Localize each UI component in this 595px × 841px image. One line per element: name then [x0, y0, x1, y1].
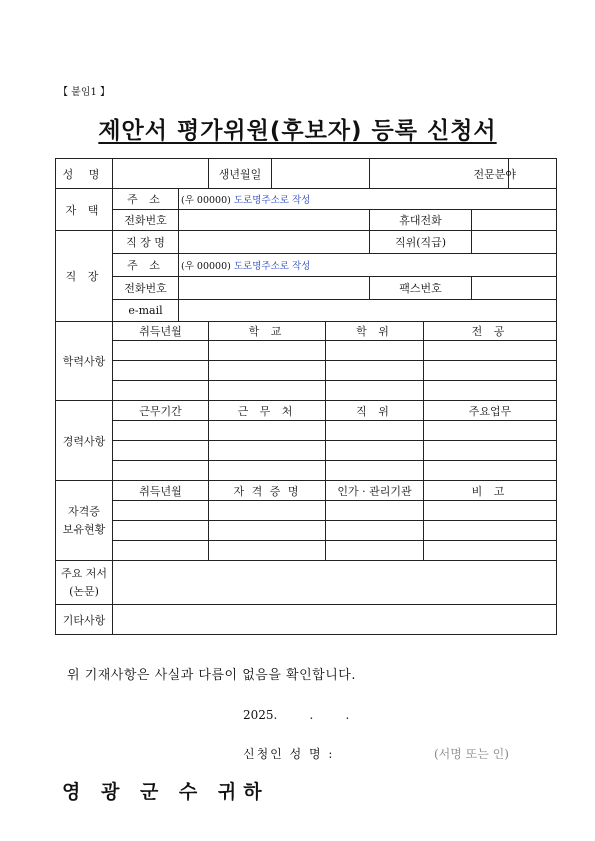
- certificate-cell[interactable]: [326, 521, 424, 541]
- name-label: 성 명: [56, 159, 113, 189]
- education-row: [56, 381, 557, 401]
- home-address-label: 주 소: [113, 189, 179, 210]
- certificate-cell[interactable]: [113, 521, 209, 541]
- work-phone-label: 전화번호: [113, 277, 179, 300]
- home-address-hint: 도로명주소로 작성: [233, 195, 311, 206]
- career-header-period: 근무기간: [113, 401, 209, 421]
- work-zip: (우 00000): [181, 261, 231, 272]
- certificate-header-date: 취득년월: [113, 481, 209, 501]
- education-cell[interactable]: [209, 341, 326, 361]
- home-zip: (우 00000): [181, 195, 231, 206]
- attachment-label: 【 붙임1 】: [58, 87, 111, 98]
- publications-label-line1: 주요 저서: [60, 566, 107, 580]
- education-header-date: 취득년월: [113, 322, 209, 341]
- certificate-row: [56, 501, 557, 521]
- career-cell[interactable]: [326, 441, 424, 461]
- certificate-cell[interactable]: [424, 521, 557, 541]
- birth-label: 생년월일: [209, 159, 272, 189]
- education-cell[interactable]: [113, 341, 209, 361]
- etc-row: [56, 605, 557, 635]
- education-cell[interactable]: [326, 341, 424, 361]
- publications-field[interactable]: [113, 561, 557, 605]
- workplace-field[interactable]: [179, 231, 370, 254]
- certificate-label-line1: 자격증: [68, 504, 100, 518]
- birth-field-extra[interactable]: [370, 159, 472, 189]
- work-phone-row: [56, 277, 557, 300]
- home-phone-field[interactable]: [179, 210, 370, 231]
- date-day-dot: .: [345, 708, 350, 722]
- career-cell[interactable]: [209, 441, 326, 461]
- education-cell[interactable]: [113, 381, 209, 401]
- date-year: 2025.: [243, 708, 278, 722]
- publications-label-line2: (논문): [69, 584, 99, 598]
- workplace-label: 직 장 명: [113, 231, 179, 254]
- career-cell[interactable]: [209, 421, 326, 441]
- addressee: 영 광 군 수 귀하: [62, 781, 269, 803]
- career-row: [56, 421, 557, 441]
- work-email-row: [56, 300, 557, 322]
- form-title: [0, 112, 595, 145]
- education-header-major: 전 공: [424, 322, 557, 341]
- fax-field[interactable]: [472, 277, 557, 300]
- career-cell[interactable]: [113, 421, 209, 441]
- applicant-name-label: [243, 745, 334, 762]
- work-address-hint: 도로명주소로 작성: [233, 261, 311, 272]
- career-cell[interactable]: [209, 461, 326, 481]
- career-header-workplace: 근 무 처: [209, 401, 326, 421]
- education-cell[interactable]: [326, 361, 424, 381]
- education-cell[interactable]: [209, 381, 326, 401]
- fax-label: 팩스번호: [370, 277, 472, 300]
- name-field[interactable]: [113, 159, 209, 189]
- home-address-field[interactable]: [179, 189, 557, 210]
- education-cell[interactable]: [424, 381, 557, 401]
- career-cell[interactable]: [424, 441, 557, 461]
- home-address-row: [56, 189, 557, 210]
- education-header-degree: 학 위: [326, 322, 424, 341]
- home-phone-label: 전화번호: [113, 210, 179, 231]
- mobile-field[interactable]: [472, 210, 557, 231]
- education-header-school: 학 교: [209, 322, 326, 341]
- certificate-cell[interactable]: [209, 521, 326, 541]
- position-label: 직위(직급): [370, 231, 472, 254]
- work-section-label: 직 장: [56, 231, 113, 322]
- application-form-table: [55, 158, 557, 635]
- confirmation-text: 위 기재사항은 사실과 다름이 없음을 확인합니다.: [67, 668, 356, 683]
- home-phone-row: [56, 210, 557, 231]
- work-address-label: 주 소: [113, 254, 179, 277]
- publications-label: [56, 561, 113, 605]
- certificate-section-label: [56, 481, 113, 561]
- certificate-row: [56, 541, 557, 561]
- education-cell[interactable]: [113, 361, 209, 381]
- career-cell[interactable]: [326, 461, 424, 481]
- etc-label: 기타사항: [56, 605, 113, 635]
- certificate-header-note: 비 고: [424, 481, 557, 501]
- mobile-label: 휴대전화: [370, 210, 472, 231]
- form-title-text: 제안서 평가위원(후보자) 등록 신청서: [98, 118, 497, 144]
- education-header-row: [56, 322, 557, 341]
- etc-field[interactable]: [113, 605, 557, 635]
- date-line: [243, 708, 349, 722]
- certificate-header-agency: 인가 · 관리기관: [326, 481, 424, 501]
- date-month-dot: .: [309, 708, 314, 722]
- certificate-cell[interactable]: [326, 541, 424, 561]
- email-field[interactable]: [179, 300, 557, 322]
- career-row: [56, 461, 557, 481]
- certificate-cell[interactable]: [424, 541, 557, 561]
- certificate-header-name: 자 격 증 명: [209, 481, 326, 501]
- field-label: 전문분야: [472, 159, 509, 189]
- certificate-cell[interactable]: [209, 541, 326, 561]
- applicant-label-text: 신청인 성 명 :: [243, 747, 335, 761]
- career-cell[interactable]: [113, 461, 209, 481]
- career-header-duty: 주요업무: [424, 401, 557, 421]
- career-cell[interactable]: [424, 421, 557, 441]
- personal-row: [56, 159, 557, 189]
- email-label: e-mail: [113, 300, 179, 322]
- education-cell[interactable]: [424, 361, 557, 381]
- position-field[interactable]: [472, 231, 557, 254]
- certificate-cell[interactable]: [113, 541, 209, 561]
- birth-field[interactable]: [272, 159, 370, 189]
- certificate-row: [56, 521, 557, 541]
- work-name-row: [56, 231, 557, 254]
- education-cell[interactable]: [326, 381, 424, 401]
- publications-row: [56, 561, 557, 605]
- career-cell[interactable]: [424, 461, 557, 481]
- education-row: [56, 341, 557, 361]
- career-header-row: [56, 401, 557, 421]
- career-header-position: 직 위: [326, 401, 424, 421]
- career-cell[interactable]: [326, 421, 424, 441]
- education-section-label: 학력사항: [56, 322, 113, 401]
- work-address-field[interactable]: [179, 254, 557, 277]
- education-cell[interactable]: [424, 341, 557, 361]
- work-phone-field[interactable]: [179, 277, 370, 300]
- career-row: [56, 441, 557, 461]
- certificate-header-row: [56, 481, 557, 501]
- signature-hint: (서명 또는 인): [434, 747, 509, 761]
- certificate-label-line2: 보유현황: [62, 522, 106, 536]
- certificate-cell[interactable]: [326, 501, 424, 521]
- certificate-cell[interactable]: [209, 501, 326, 521]
- education-row: [56, 361, 557, 381]
- certificate-cell[interactable]: [113, 501, 209, 521]
- career-section-label: 경력사항: [56, 401, 113, 481]
- career-cell[interactable]: [113, 441, 209, 461]
- home-section-label: 자 택: [56, 189, 113, 231]
- education-cell[interactable]: [209, 361, 326, 381]
- work-address-row: [56, 254, 557, 277]
- certificate-cell[interactable]: [424, 501, 557, 521]
